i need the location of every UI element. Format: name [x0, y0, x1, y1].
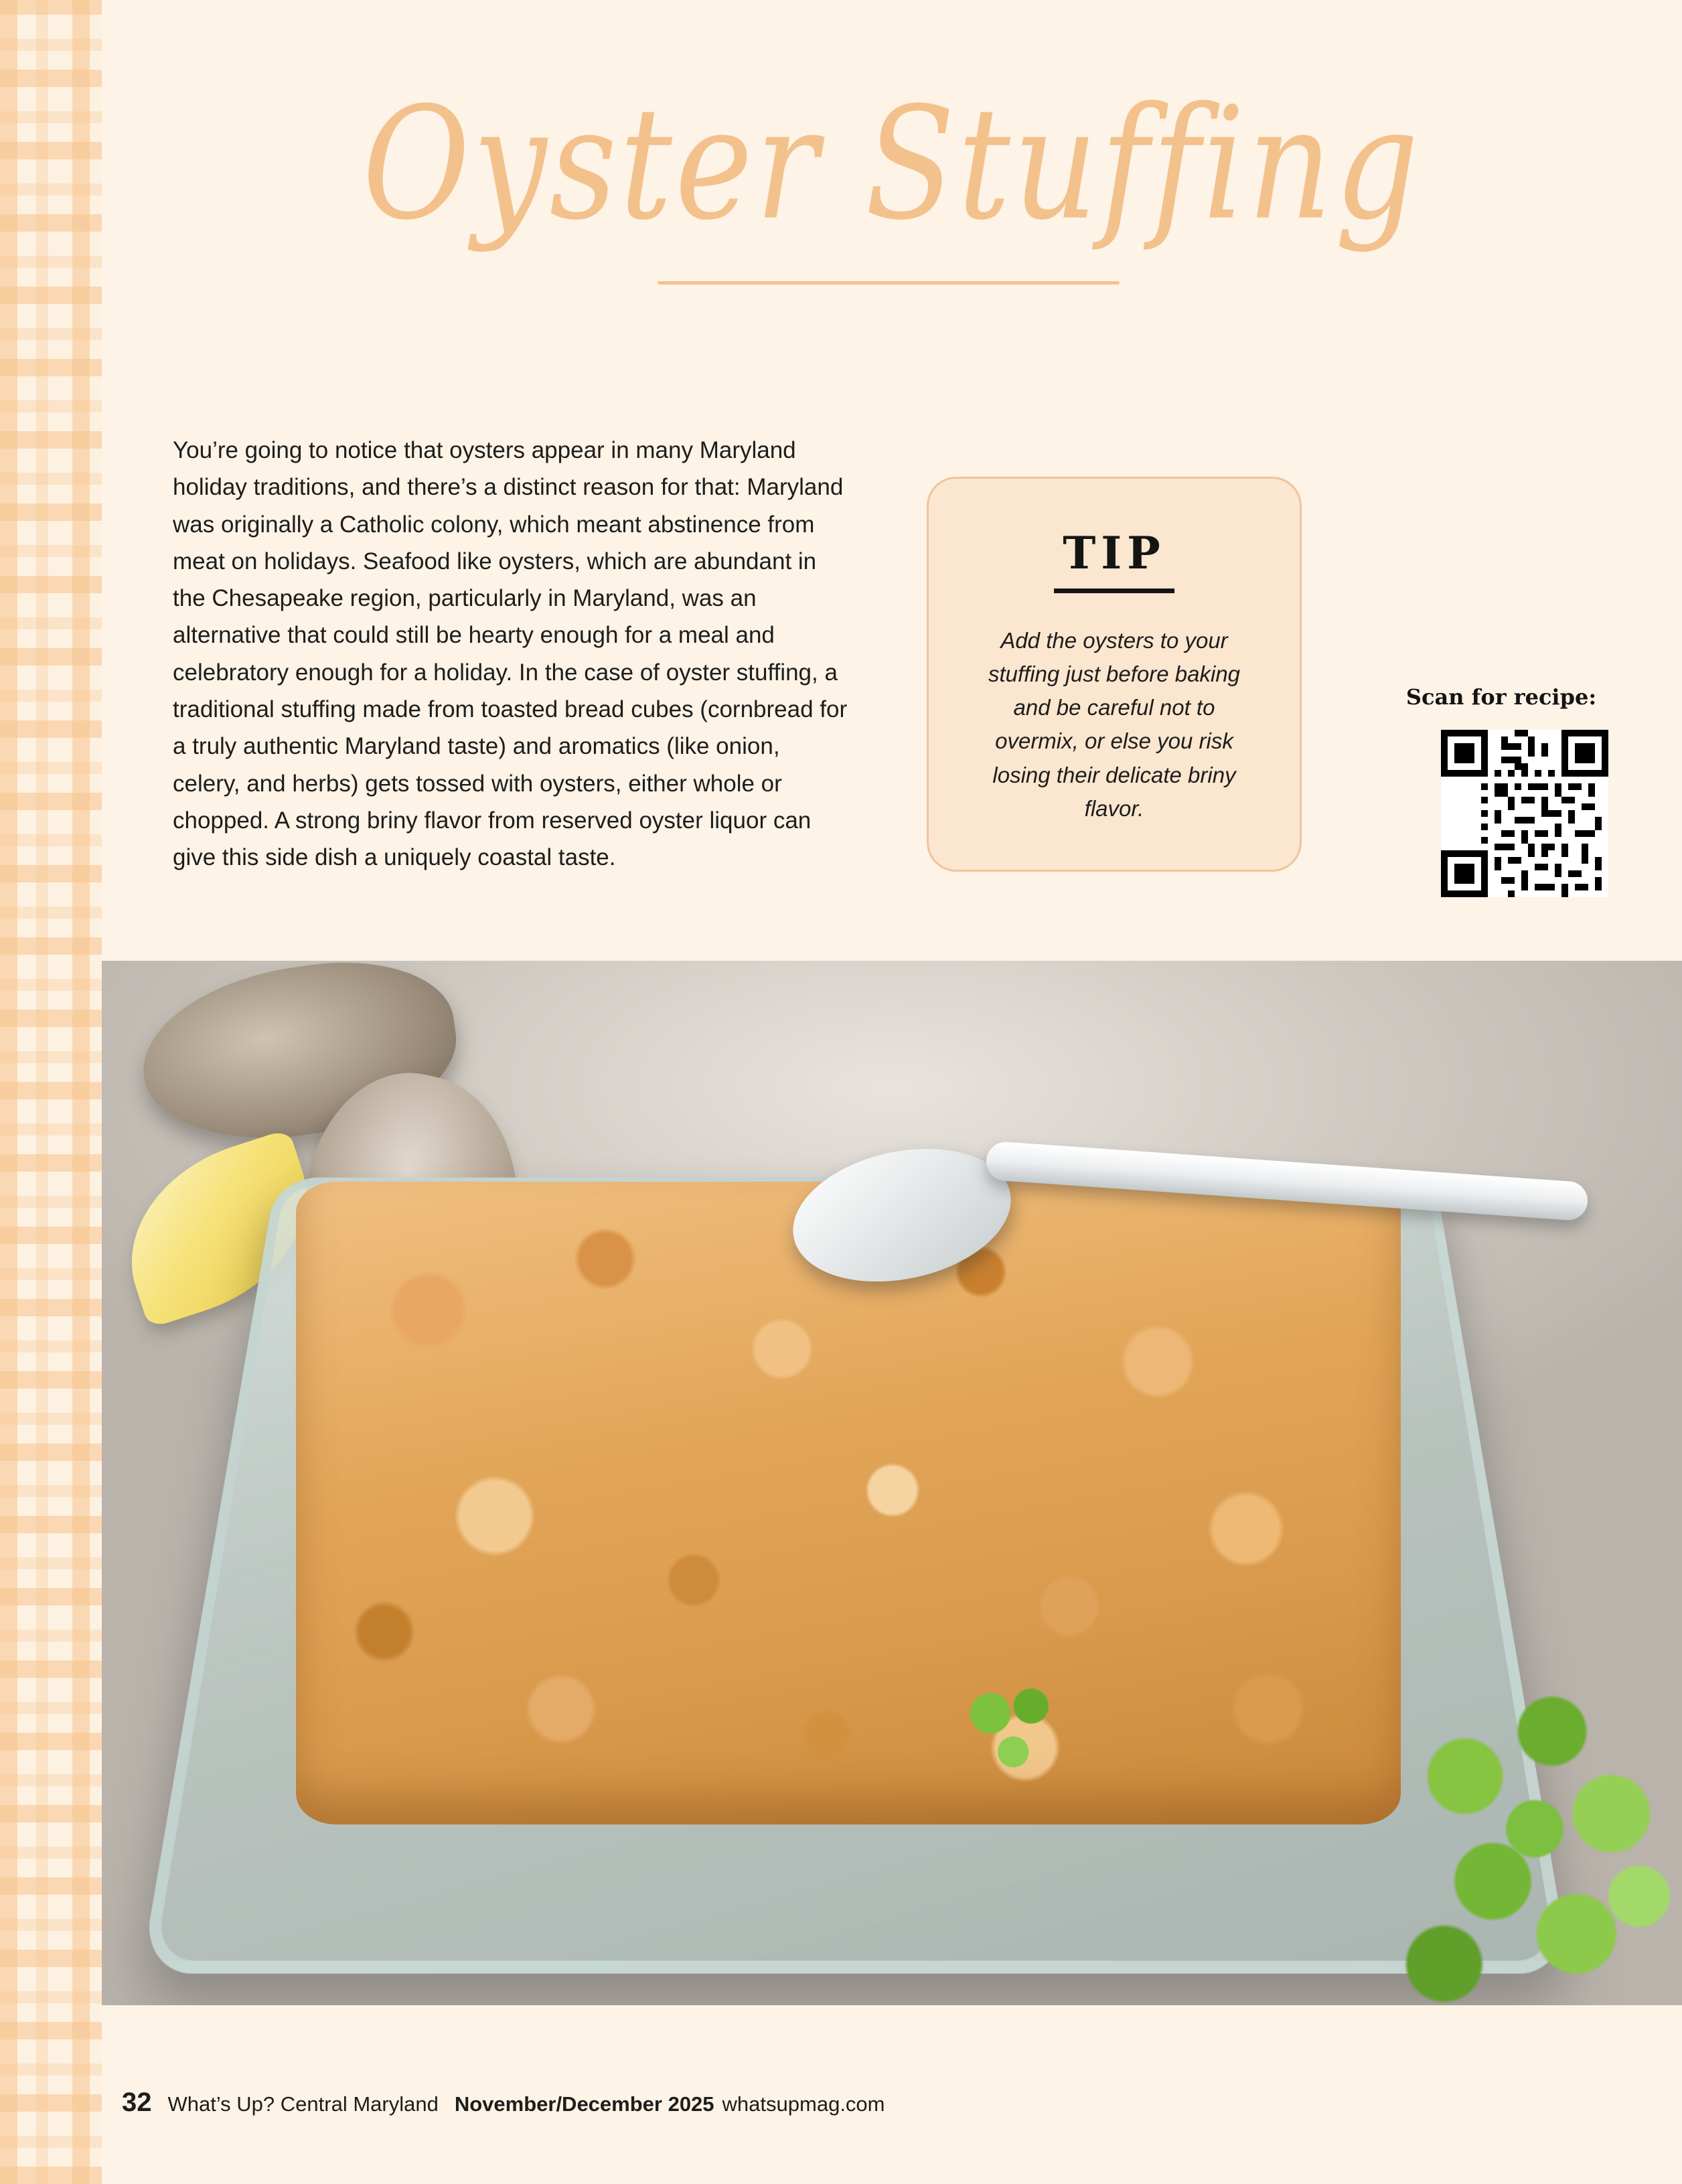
tip-callout-box: [927, 477, 1302, 872]
tip-heading-rule: [1054, 589, 1174, 593]
page-number: 32: [122, 2088, 152, 2117]
title-underline: [658, 281, 1120, 285]
parsley-garnish: [1361, 1664, 1682, 2005]
page-title: Oyster Stuffing: [362, 74, 1422, 255]
recipe-photo: [102, 961, 1682, 2005]
scan-for-recipe-label: Scan for recipe:: [1405, 684, 1597, 710]
decorative-plaid-border: [0, 0, 102, 2184]
page-title-wrap: [102, 74, 1682, 255]
article-body: [173, 432, 849, 876]
magazine-page: [102, 0, 1682, 2184]
publication-name: What’s Up? Central Maryland: [167, 2092, 439, 2116]
website-url[interactable]: whatsupmag.com: [722, 2092, 885, 2116]
tip-text: Add the oysters to your stuffing just before baking and be careful not to overmix, or else you risk losing their delicate briny flavor.: [988, 628, 1241, 821]
tip-heading: TIP: [1063, 527, 1166, 579]
herb-sprig: [952, 1677, 1079, 1798]
article-paragraph: You’re going to notice that oysters appear in many Maryland holiday traditions, and there’s a distinct reason for that: Maryland was originally a Catholic colony, which meant abstinence from meat on holidays. Seafood like oysters, which are abundant in the Chesapeake region, particularly in Maryland, was an alternative that could still be hearty enough for a meal and celebratory enough for a holiday. In the case of oyster stuffing, a traditional stuffing made from toasted bread cubes (cornbread for a truly authentic Maryland taste) and aromatics (like onion, celery, and herbs) gets tossed with oysters, either whole or chopped. A strong briny flavor from reserved oyster liquor can give this side dish a uniquely coastal taste.: [173, 437, 848, 871]
page-footer: [102, 2088, 1682, 2134]
qr-code-icon[interactable]: [1441, 730, 1608, 897]
issue-date: November/December 2025: [454, 2092, 714, 2116]
